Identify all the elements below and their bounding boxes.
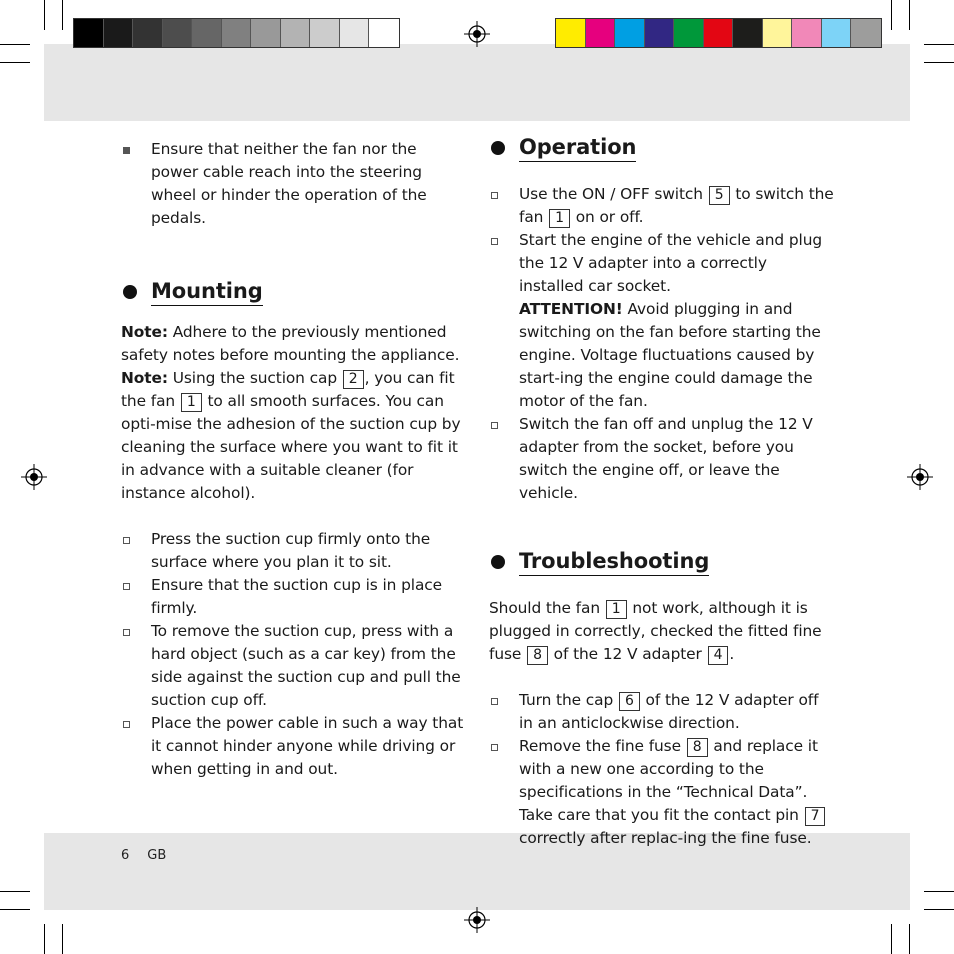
heading-dot-icon: [123, 285, 137, 299]
list-item: [489, 229, 835, 413]
list-item: [121, 620, 467, 712]
color-swatch: [586, 19, 616, 47]
gray-swatch: [133, 19, 163, 47]
section-title: Mounting: [151, 278, 263, 306]
troubleshooting-heading: [489, 545, 835, 579]
list-item: [489, 735, 835, 850]
section-title: Operation: [519, 134, 636, 162]
checkbox-bullet-icon: [121, 712, 151, 781]
gray-swatch: [74, 19, 104, 47]
gray-swatch: [281, 19, 311, 47]
language-code: GB: [147, 848, 167, 863]
list-item-text: Use the ON / OFF switch 5 to switch the fan 1 on or off.: [519, 185, 834, 226]
part-reference: 8: [687, 738, 708, 757]
troubleshooting-paragraph: Should the fan 1 not work, although it is plugged in correctly, checked the fitted fine fuse 8 of the 12 V adapter 4 .: [489, 599, 822, 663]
part-reference: 4: [708, 646, 729, 665]
header-band: [44, 44, 910, 121]
gray-swatch: [340, 19, 370, 47]
checkbox-bullet-icon: [489, 183, 519, 229]
list-item-text: Remove the fine fuse 8 and replace it with a new one according to the specifications in the “Technical Data”. Take care that you fit the contact pin 7 correctly after replac-ing the fine fuse.: [519, 735, 835, 850]
part-reference: 5: [709, 186, 730, 205]
heading-dot-icon: [491, 555, 505, 569]
gray-swatch: [222, 19, 252, 47]
page-footer: [121, 848, 184, 863]
part-reference: 1: [549, 209, 570, 228]
color-swatch: [556, 19, 586, 47]
color-swatch: [645, 19, 675, 47]
gray-swatch: [310, 19, 340, 47]
list-item: [489, 689, 835, 735]
part-reference: 6: [619, 692, 640, 711]
checkbox-bullet-icon: [489, 413, 519, 505]
left-column: [121, 138, 467, 781]
part-reference: 8: [527, 646, 548, 665]
color-swatch: [615, 19, 645, 47]
section-title: Troubleshooting: [519, 548, 709, 576]
gray-swatch: [251, 19, 281, 47]
part-reference: 1: [606, 600, 627, 619]
list-item: [489, 413, 835, 505]
checkbox-bullet-icon: [489, 689, 519, 735]
color-swatch: [822, 19, 852, 47]
checkbox-bullet-icon: [121, 620, 151, 712]
list-item-text: Ensure that neither the fan nor the power cable reach into the steering wheel or hinder the operation of the pedals.: [151, 140, 427, 227]
color-swatch: [792, 19, 822, 47]
color-swatch: [733, 19, 763, 47]
note-label: Note:: [121, 323, 168, 341]
part-reference: 1: [181, 393, 202, 412]
list-item-text: Ensure that the suction cup is in place firmly.: [151, 576, 443, 617]
list-item-text: To remove the suction cup, press with a hard object (such as a car key) from the side against the suction cup and pull the suction cup off.: [151, 622, 461, 709]
list-item-text: Switch the fan off and unplug the 12 V adapter from the socket, before you switch the engine off, or leave the vehicle.: [519, 415, 813, 502]
mounting-heading: [121, 275, 467, 309]
process-color-bar: [555, 18, 882, 48]
note-text: Adhere to the previously mentioned safety notes before mounting the appliance.: [121, 323, 460, 364]
list-item-text: Start the engine of the vehicle and plug the 12 V adapter into a correctly installed car socket. ATTENTION! Avoid plugging in and switching on the fan before starting the engine. Voltage fluctuations caused by start-ing the engine could damage the motor of the fan.: [519, 231, 823, 410]
list-item: [121, 528, 467, 574]
list-item-text: Press the suction cup firmly onto the surface where you plan it to sit.: [151, 530, 431, 571]
gray-swatch: [163, 19, 193, 47]
attention-label: ATTENTION!: [519, 300, 623, 318]
registration-mark-icon: [464, 907, 490, 933]
grayscale-color-bar: [73, 18, 400, 48]
part-reference: 7: [805, 807, 826, 826]
registration-mark-icon: [464, 21, 490, 47]
gray-swatch: [104, 19, 134, 47]
checkbox-bullet-icon: [489, 735, 519, 850]
color-swatch: [674, 19, 704, 47]
operation-heading: [489, 131, 835, 165]
gray-swatch: [192, 19, 222, 47]
part-reference: 2: [343, 370, 364, 389]
bullet-icon: [121, 138, 151, 230]
page-number: 6: [121, 848, 130, 863]
list-item: [489, 183, 835, 229]
note-paragraph: [121, 367, 467, 505]
note-paragraph: [121, 321, 467, 367]
right-column: [489, 131, 835, 850]
registration-mark-icon: [907, 464, 933, 490]
list-item: [121, 712, 467, 781]
list-item: [121, 574, 467, 620]
checkbox-bullet-icon: [121, 574, 151, 620]
heading-dot-icon: [491, 141, 505, 155]
color-swatch: [704, 19, 734, 47]
registration-mark-icon: [21, 464, 47, 490]
checkbox-bullet-icon: [489, 229, 519, 413]
list-item-text: Place the power cable in such a way that it cannot hinder anyone while driving or when getting in and out.: [151, 714, 464, 778]
note-text: to all smooth surfaces. You can opti-mise the adhesion of the suction cup by cleaning the surface where you want to fit it in advance with a suitable cleaner (for instance alcohol).: [121, 392, 461, 502]
color-swatch: [851, 19, 881, 47]
gray-swatch: [369, 19, 399, 47]
list-item: [121, 138, 467, 230]
note-label: Note:: [121, 369, 168, 387]
note-text: Using the suction cap: [167, 369, 342, 387]
list-item-text: Turn the cap 6 of the 12 V adapter off in an anticlockwise direction.: [519, 691, 819, 732]
color-swatch: [763, 19, 793, 47]
checkbox-bullet-icon: [121, 528, 151, 574]
note-text: , you can fit the fan: [121, 369, 455, 410]
